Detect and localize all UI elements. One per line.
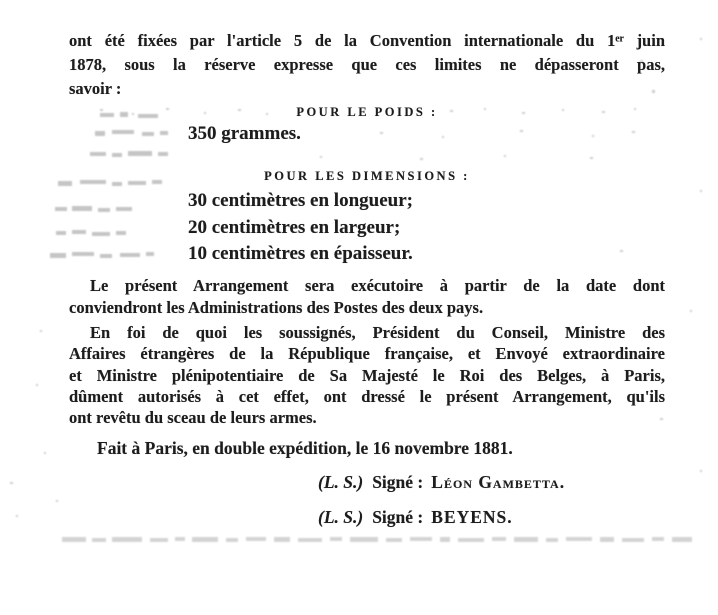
witness-paragraph [69,322,665,428]
text-line: conviendront les Administrations des Postes des deux pays. [69,297,484,317]
text-line: ont revêtu du sceau de leurs armes. [69,408,317,428]
text-line: En foi de quoi les soussignés, Président du Conseil, Ministre des [90,323,665,342]
execution-paragraph [69,275,665,318]
weight-section-heading: POUR LE POIDS : [296,105,438,119]
dimension-width: 20 centimètres en largeur; [188,217,401,238]
ghost-text-left-margin [50,112,168,258]
text-line: et Ministre plénipotentiaire de Sa Majesté le Roi des Belges, à Paris, [69,365,665,385]
signed-label: Signé : [372,472,424,492]
text-line: Le présent Arrangement sera exécutoire à partir de la date dont [90,276,665,295]
signature-gambetta [318,472,565,493]
signatory-name: Léon Gambetta. [431,472,566,492]
dimension-length: 30 centimètres en longueur; [188,190,413,211]
signature-beyens [318,507,513,528]
text-line: 1878, sous la réserve expresse que ces limites ne dépasseront pas, [69,55,665,74]
text-line: ont été fixées par l'article 5 de la Convention internationale du 1ᵉʳ juin [69,31,665,50]
text-line: dûment autorisés à cet effet, ont dressé le présent Arrangement, qu'ils [69,386,665,406]
seal-mark: (L. S.) [318,472,364,492]
dateline: Fait à Paris, en double expédition, le 16 novembre 1881. [97,438,513,458]
signatory-name: BEYENS. [431,507,513,527]
ghost-text-bottom-band [62,537,692,542]
dimensions-section-heading: POUR LES DIMENSIONS : [264,169,470,183]
text-line: savoir : [69,79,122,98]
signed-label: Signé : [372,507,424,527]
weight-limit-value: 350 grammes. [188,123,301,144]
intro-paragraph [69,29,665,101]
seal-mark: (L. S.) [318,507,364,527]
text-line: Affaires étrangères de la République française, et Envoyé extraordinaire [69,344,665,364]
dimension-thickness: 10 centimètres en épaisseur. [188,243,413,264]
